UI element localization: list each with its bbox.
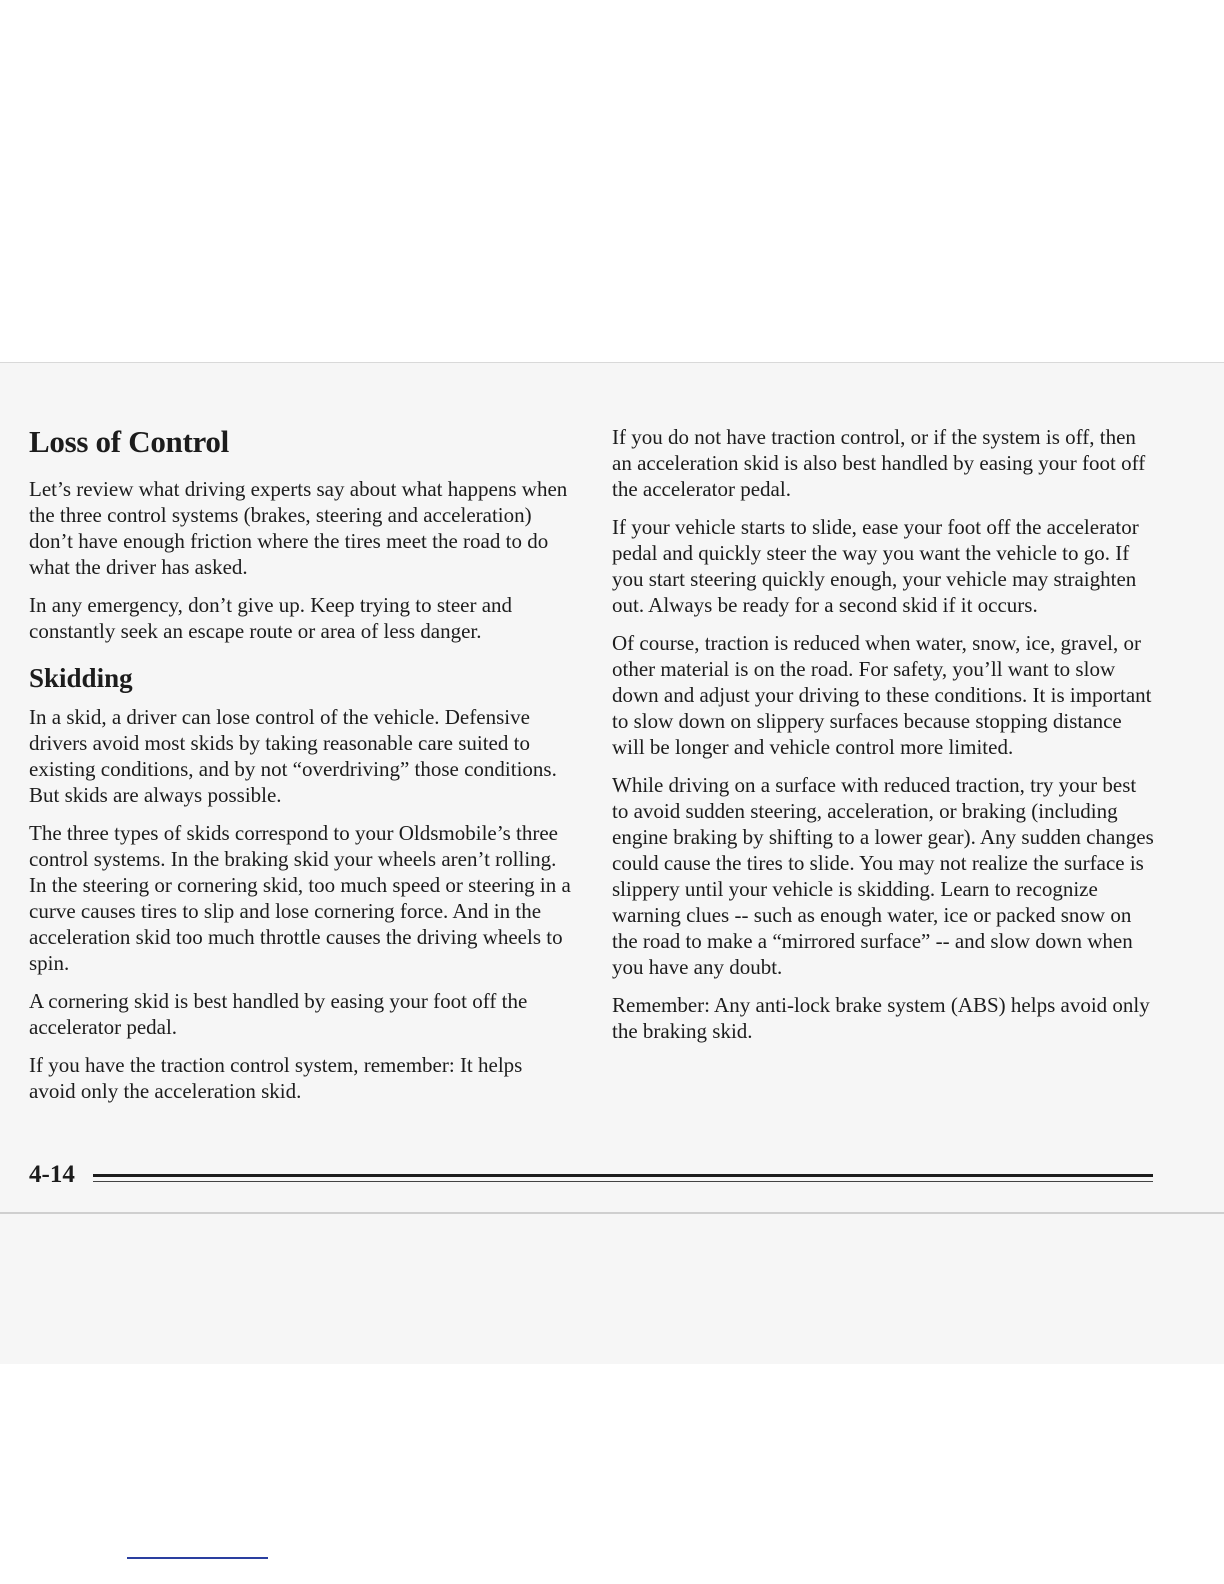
page-number: 4-14 bbox=[29, 1161, 75, 1188]
paragraph: If you do not have traction control, or if the system is off, then an acceleration skid is also best handled by easing your foot off the accelerator pedal. bbox=[612, 425, 1146, 501]
right-column bbox=[612, 424, 1157, 1056]
section-title: Loss of Control bbox=[29, 424, 229, 459]
paragraph: While driving on a surface with reduced traction, try your best to avoid sudden steering, acceleration, or braking (including engine braking by shifting to a lower gear). Any sudden changes could cause the tires to slide. You may not realize the surface is slippery until your vehicle is skidding. Learn to recognize warning clues -- such as enough water, ice or packed snow on the road to make a “mirrored surface” -- and slow down when you have any doubt. bbox=[612, 773, 1154, 979]
paragraph: Let’s review what driving experts say about what happens when the three control systems (brakes, steering and acceleration) don’t have enough friction where the tires meet the road to do what the driver has asked. bbox=[29, 477, 568, 579]
paragraph: A cornering skid is best handled by easing your foot off the accelerator pedal. bbox=[29, 989, 528, 1039]
footer-rule-thin bbox=[93, 1181, 1153, 1182]
subsection-title: Skidding bbox=[29, 663, 133, 693]
paragraph: Remember: Any anti-lock brake system (ABS) helps avoid only the braking skid. bbox=[612, 993, 1150, 1043]
bottom-underline-mark bbox=[127, 1557, 268, 1559]
page-footer bbox=[29, 1160, 1153, 1190]
footer-rule bbox=[93, 1174, 1153, 1177]
paragraph: In a skid, a driver can lose control of the vehicle. Defensive drivers avoid most skids by taking reasonable care suited to existing conditions, and by not “overdriving” those conditions. But skids are always possible. bbox=[29, 705, 557, 807]
paragraph: In any emergency, don’t give up. Keep trying to steer and constantly seek an escape route or area of less danger. bbox=[29, 593, 513, 643]
band-top-divider bbox=[0, 362, 1224, 363]
paragraph: If your vehicle starts to slide, ease your foot off the accelerator pedal and quickly steer the way you want the vehicle to go. If you start steering quickly enough, your vehicle may straighten out. Always be ready for a second skid if it occurs. bbox=[612, 515, 1139, 617]
paragraph: Of course, traction is reduced when water, snow, ice, gravel, or other material is on the road. For safety, you’ll want to slow down and adjust your driving to these conditions. It is important to slow down on slippery surfaces because stopping distance will be longer and vehicle control more limited. bbox=[612, 631, 1152, 759]
paragraph: The three types of skids correspond to your Oldsmobile’s three control systems. In the braking skid your wheels aren’t rolling. In the steering or cornering skid, too much speed or steering in a curve causes tires to slip and lose cornering force. And in the acceleration skid too much throttle causes the driving wheels to spin. bbox=[29, 821, 571, 975]
paragraph: If you have the traction control system, remember: It helps avoid only the acceleration skid. bbox=[29, 1053, 523, 1103]
left-column bbox=[29, 424, 574, 1116]
band-bottom-divider bbox=[0, 1212, 1224, 1214]
